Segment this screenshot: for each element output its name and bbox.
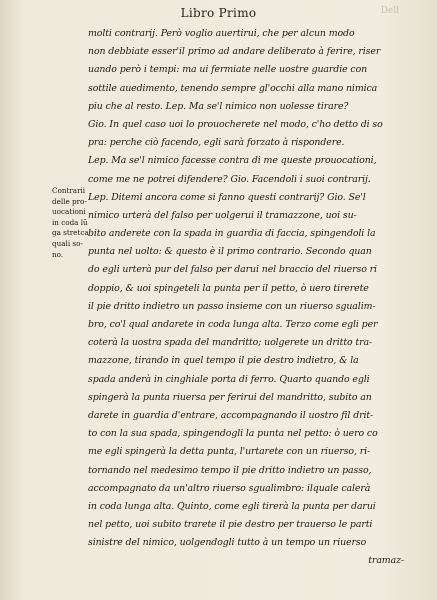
text-line: me egli spingerà la detta punta, l'urtarete con un riuerso, ri- [88, 446, 371, 458]
text-line: molti contrarij. Però voglio auertirui, che per alcun modo [88, 28, 355, 39]
text-line: non debbiate esser'il primo ad andare deliberato à ferire, riser [88, 46, 381, 58]
show-through-text: Dell [380, 6, 399, 16]
margin-note-line: quali so- [52, 238, 83, 248]
text-line: Lep. Ditemi ancora come si fanno questi contrarij? Gio. Se'l [88, 191, 366, 203]
catchword: tramaz- [368, 555, 404, 567]
text-line: spingerà la punta riuersa per ferirui del mandritto, subito an [88, 391, 372, 403]
text-line: Lep. Ma se'l nimico facesse contra di me queste prouocationi, [88, 155, 377, 167]
margin-note [52, 186, 92, 260]
text-line: uando però i tempi: ma ui fermiate nelle uostre guardie con [88, 64, 368, 76]
text-line: il pie dritto indietro un passo insieme con un riuerso sgualim- [88, 300, 376, 312]
text-line: mazzone, tirando in quel tempo il pie destro indietro, & la [88, 355, 359, 367]
text-line: coterà la uostra spada del mandritto; uolgerete un dritto tra- [88, 337, 373, 349]
margin-note-line: ga stretca [52, 228, 89, 238]
margin-note-line: Contrarii [52, 186, 86, 195]
text-line: in coda lunga alta. Quinto, come egli tirerà la punta per darui [88, 500, 376, 512]
text-line: darete in guardia d'entrare, accompagnando il uostro fil drit- [88, 409, 374, 421]
text-line: doppio, & uoi spingeteli la punta per il petto, ò uero tirerete [88, 282, 369, 294]
text-line: Gio. In quel caso uoi lo prouocherete nel modo, c'ho detto di so [88, 118, 383, 130]
text-line: do egli urterà pur del falso per darui nel braccio del riuerso ri [88, 264, 377, 276]
running-head: Libro Primo [180, 6, 257, 20]
text-line: accompagnato da un'altro riuerso sgualimbro: ilquale calerà [88, 482, 371, 494]
text-line: bito anderete con la spada in guardia di faccia, spingendoli la [88, 228, 376, 240]
margin-note-line: in coda lũ [52, 217, 88, 227]
text-line: to con la sua spada, spingendogli la punta nel petto: ò uero co [88, 428, 378, 440]
text-line: nimico urterà del falso per uolgerui il tramazzone, uoi su- [88, 209, 357, 221]
text-line: pra: perche ciò facendo, egli sarà forzato à rispondere. [88, 137, 345, 149]
text-line: bro, co'l qual andarete in coda lunga alta. Terzo come egli per [88, 319, 378, 330]
text-line: come me ne potrei difendere? Gio. Facendoli i suoi contrarij. [88, 173, 371, 185]
margin-note-line: uocationi [52, 207, 86, 217]
text-line: spada anderà in cinghiale porta di ferro. Quarto quando egli [88, 373, 370, 385]
text-line: punta nel uolto: & questo è il primo contrario. Secondo quan [88, 246, 372, 258]
margin-note-line: no. [52, 249, 64, 259]
text-line: sottile auedimento, tenendo sempre gl'occhi alla mano nimica [88, 82, 378, 94]
margin-note-line: delle pro- [52, 196, 87, 206]
text-line: piu che al resto. Lep. Ma se'l nimico non uolesse tirare? [88, 100, 349, 112]
body-text [88, 25, 406, 571]
text-line: sinistre del nimico, uolgendogli tutto à un tempo un riuerso [88, 537, 367, 549]
text-line: tornando nel medesimo tempo il pie dritto indietro un passo, [88, 464, 372, 476]
text-line: nel petto, uoi subito trarete il pie destro per trauerso le parti [88, 519, 373, 531]
